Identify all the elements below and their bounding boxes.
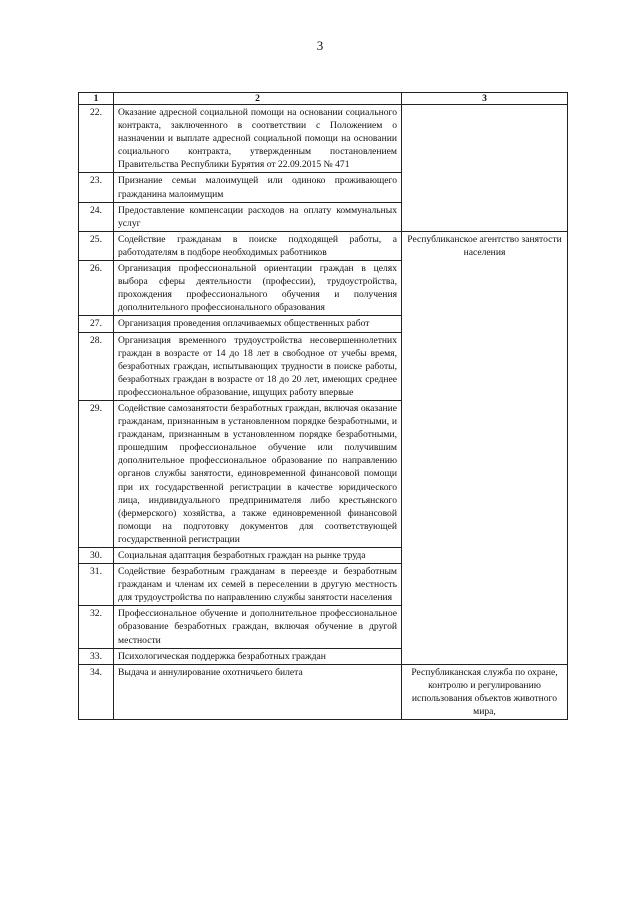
organization-wildlife-service: Республиканская служба по охране, контролю и регулированию использования объектов животного мира, — [402, 664, 568, 719]
service-description: Социальная адаптация безработных граждан на рынке труда — [114, 548, 402, 564]
row-number: 34. — [79, 664, 114, 719]
row-number: 28. — [79, 332, 114, 400]
row-number: 33. — [79, 648, 114, 664]
page-number: 3 — [316, 38, 324, 53]
service-description: Организация проведения оплачиваемых общественных работ — [114, 316, 402, 332]
table-header-row — [79, 93, 568, 105]
service-description: Выдача и аннулирование охотничьего билета — [114, 664, 402, 719]
service-description: Содействие безработным гражданам в переезде и безработным гражданам и членам их семей в переселении в другую местность для трудоустройства по направлению службы занятости населения — [114, 564, 402, 606]
row-number: 31. — [79, 564, 114, 606]
row-number: 30. — [79, 548, 114, 564]
service-description: Оказание адресной социальной помощи на основании социального контракта, заключенного в соответствии с Положением о назначении и выплате адресной социальной помощи на основании социального контракта, утвержденным постановлением Правительства Республики Бурятия от 22.09.2015 № 471 — [114, 105, 402, 173]
organization-cell-empty — [402, 105, 568, 232]
service-description: Содействие гражданам в поиске подходящей работы, а работодателям в подборе необходимых работников — [114, 231, 402, 260]
row-number: 23. — [79, 173, 114, 202]
service-description: Психологическая поддержка безработных граждан — [114, 648, 402, 664]
row-number: 22. — [79, 105, 114, 173]
service-description: Содействие самозанятости безработных граждан, включая оказание гражданам, признанным в установленном порядке безработными, и гражданам, признанным в установленном порядке безработными, прошедшим профессиональное обучение или получившим дополнительное профессиональное образование по направлению органов службы занятости, единовременной финансовой помощи при их государственной регистрации в качестве юридического лица, индивидуального предпринимателя либо крестьянского (фермерского) хозяйства, а также единовременной финансовой помощи на подготовку документов для соответствующей государственной регистрации — [114, 400, 402, 547]
service-description: Организация профессиональной ориентации граждан в целях выбора сферы деятельности (профессии), трудоустройства, прохождения профессионального обучения и получения дополнительного профессионального образования — [114, 261, 402, 316]
column-header-3: 3 — [402, 93, 568, 105]
row-number: 25. — [79, 231, 114, 260]
column-header-2: 2 — [114, 93, 402, 105]
service-description: Признание семьи малоимущей или одиноко проживающего гражданина малоимущим — [114, 173, 402, 202]
row-number: 27. — [79, 316, 114, 332]
row-number: 26. — [79, 261, 114, 316]
organization-employment-agency: Республиканское агентство занятости населения — [402, 231, 568, 664]
service-description: Профессиональное обучение и дополнительное профессиональное образование безработных граждан, включая обучение в другой местности — [114, 606, 402, 648]
row-number: 29. — [79, 400, 114, 547]
row-number: 32. — [79, 606, 114, 648]
row-number: 24. — [79, 202, 114, 231]
services-table — [78, 92, 568, 720]
service-description: Предоставление компенсации расходов на оплату коммунальных услуг — [114, 202, 402, 231]
table-row — [79, 231, 568, 260]
service-description: Организация временного трудоустройства несовершеннолетних граждан в возрасте от 14 до 18 лет в свободное от учебы время, безработных граждан, испытывающих трудности в поиске работы, безработных граждан в возрасте от 18 до 20 лет, имеющих среднее профессиональное образование, ищущих работу впервые — [114, 332, 402, 400]
table-row — [79, 105, 568, 173]
table-row — [79, 664, 568, 719]
column-header-1: 1 — [79, 93, 114, 105]
